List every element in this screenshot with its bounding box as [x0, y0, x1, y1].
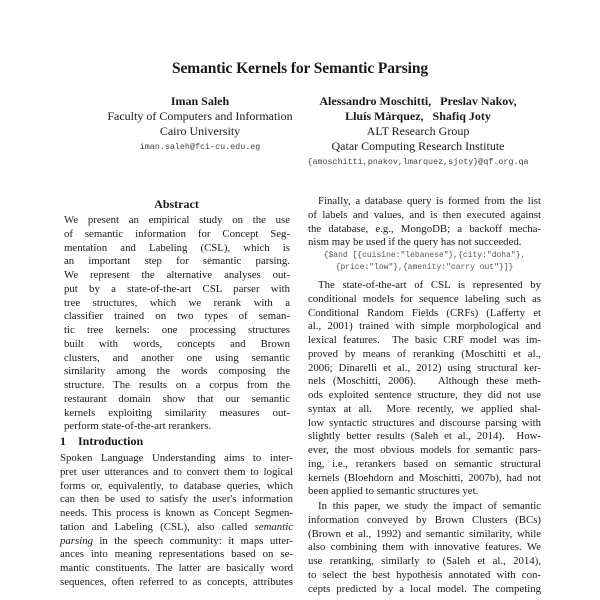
italic-term: semantic: [254, 520, 293, 533]
author-block-right: [268, 94, 568, 170]
text-line: built with words, concepts and Brown: [64, 337, 290, 350]
code-line: {price:"low"},{amenity:"carry out"}]}: [335, 263, 514, 272]
section-number: 1: [60, 434, 66, 448]
text-line: parsing in the speech community: it maps utter-: [60, 534, 293, 547]
text-line: kernels exploiting similarity measures out-: [64, 406, 290, 419]
text-line: ever, the most obvious models for semantic pars-: [308, 444, 541, 456]
affiliation-line: Qatar Computing Research Institute: [331, 139, 505, 153]
text-line: nism may be used if the query has not succeeded.: [308, 236, 522, 249]
section-title: Introduction: [78, 434, 144, 448]
text-line: lexical features. The basic CRF model was im-: [308, 334, 541, 346]
text-line: to select the best hypothesis annotated with con-: [308, 568, 541, 581]
author-name: Iman Saleh: [170, 94, 230, 108]
text-line: In this paper, we study the impact of semantic: [318, 500, 541, 512]
right-paragraph-1: [308, 195, 541, 250]
text-line: clusters, and another one using semantic: [64, 351, 290, 364]
author-email: iman.saleh@fci-cu.edu.eg: [139, 142, 261, 152]
text-line: Spoken Language Understanding aims to inter-: [60, 452, 293, 464]
text-line: ing, i.e., rerankers based on semantic structural: [308, 457, 541, 470]
text-line: tree structures, which we rerank with a: [64, 296, 290, 309]
text-line: forms or, equivalently, to database queries, which: [60, 479, 293, 492]
text-line: ances into meaning representations based on se-: [60, 548, 293, 561]
text-line: Finally, a database query is formed from the list: [318, 195, 541, 207]
introduction-body: [60, 452, 293, 590]
text-line: We present an empirical study on the use: [64, 214, 290, 226]
text-line: also combining them with innovative features. We: [308, 541, 541, 554]
right-paragraph-2: [308, 279, 541, 499]
text-line: 2006; Dinarelli et al., 2012) using structural ker-: [308, 361, 541, 374]
text-line: restaurant domain show that our semantic: [64, 392, 290, 405]
text-line: mentation and Labeling (CSL), which is: [64, 241, 290, 254]
text-line: use reranking, similarly to (Saleh et al., 2014),: [308, 555, 541, 567]
text-line: classifier trained on two types of seman-: [64, 310, 290, 323]
text-line: similarity among the words composing the: [64, 365, 290, 378]
text-line: information conveyed by Brown Clusters (BCs): [308, 513, 541, 526]
text-line: of labels and values, and is then executed against: [308, 208, 541, 221]
text-line: the database, e.g., MongoDB; a backoff mecha-: [308, 222, 541, 235]
text-line: al., 2001) trained with simple morphological and: [308, 320, 541, 333]
text-line: cepts predicted by a local model. The competing: [308, 582, 541, 595]
abstract-body: [64, 214, 290, 434]
text-line: slightly better results (Saleh et al., 2014). How-: [308, 430, 541, 443]
text-line: ods exploited sentence structure, they did not use: [308, 389, 541, 401]
text-line: needs. This process is known as Concept Segmen-: [60, 507, 293, 519]
text-line: The state-of-the-art of CSL is represented by: [318, 279, 541, 291]
text-line: Conditional Random Fields (CRFs) (Lafferty et: [308, 306, 541, 319]
section-heading-introduction: [60, 434, 293, 449]
text-line: of semantic information for Concept Seg-: [64, 227, 290, 240]
affiliation-line: Cairo University: [159, 124, 241, 138]
text-line: nels (Moschitti, 2006). Although these meth-: [308, 375, 541, 388]
author-names-line: Lluís Màrquez, Shafiq Joty: [345, 109, 491, 123]
text-line: proved by means of reranking (Moschitti et al.,: [308, 347, 541, 360]
affiliation-line: ALT Research Group: [366, 124, 470, 138]
author-email: {amoschitti,pnakov,lmarquez,sjoty}@qf.org.qa: [307, 157, 529, 167]
italic-term: parsing: [60, 534, 93, 547]
text-line: mantic constituents. The latter are basically word: [60, 562, 293, 574]
text-line: put by a state-of-the-art CSL parser with: [64, 282, 290, 295]
text-line: low syntactic structures and discourse parsing with: [308, 416, 541, 429]
text-line: pret user utterances and to convert them to logical: [60, 465, 293, 478]
text-line: tation and Labeling (CSL), also called semantic: [60, 520, 293, 533]
affiliation-line: Faculty of Computers and Information: [107, 109, 293, 123]
query-code-block: [308, 250, 541, 274]
text-line: perform state-of-the-art rerankers.: [64, 420, 212, 433]
text-line: an important step for semantic parsing.: [64, 255, 290, 268]
text-line: tic tree kernels: one processing structures: [64, 324, 290, 336]
text-line: can then be used to satisfy the user's information: [60, 493, 293, 506]
author-names-line: Alessandro Moschitti, Preslav Nakov,: [319, 94, 517, 108]
text-line: We represent the alternative analyses out-: [64, 269, 290, 281]
text-line: (Brown et al., 1992) and semantic similarity, while: [308, 527, 541, 540]
right-paragraph-3: [308, 500, 541, 596]
code-line: {$and [{cuisine:"lebanese"},{city:"doha"},: [323, 251, 526, 260]
paper-title: Semantic Kernels for Semantic Parsing: [171, 60, 429, 77]
text-line: structure. The results on a corpus from the: [64, 379, 290, 391]
text-line: syntax at all. More recently, we applied shal-: [308, 402, 541, 415]
abstract-heading: Abstract: [154, 197, 199, 211]
text-line: been applied to semantic structures yet.: [308, 485, 479, 498]
text-line: conditional models for sequence labeling such as: [308, 292, 541, 305]
text-line: kernels (Bloehdorn and Moschitti, 2007b), had not: [308, 471, 541, 484]
text-line: sequences, often referred to as concepts, attributes: [60, 575, 293, 588]
